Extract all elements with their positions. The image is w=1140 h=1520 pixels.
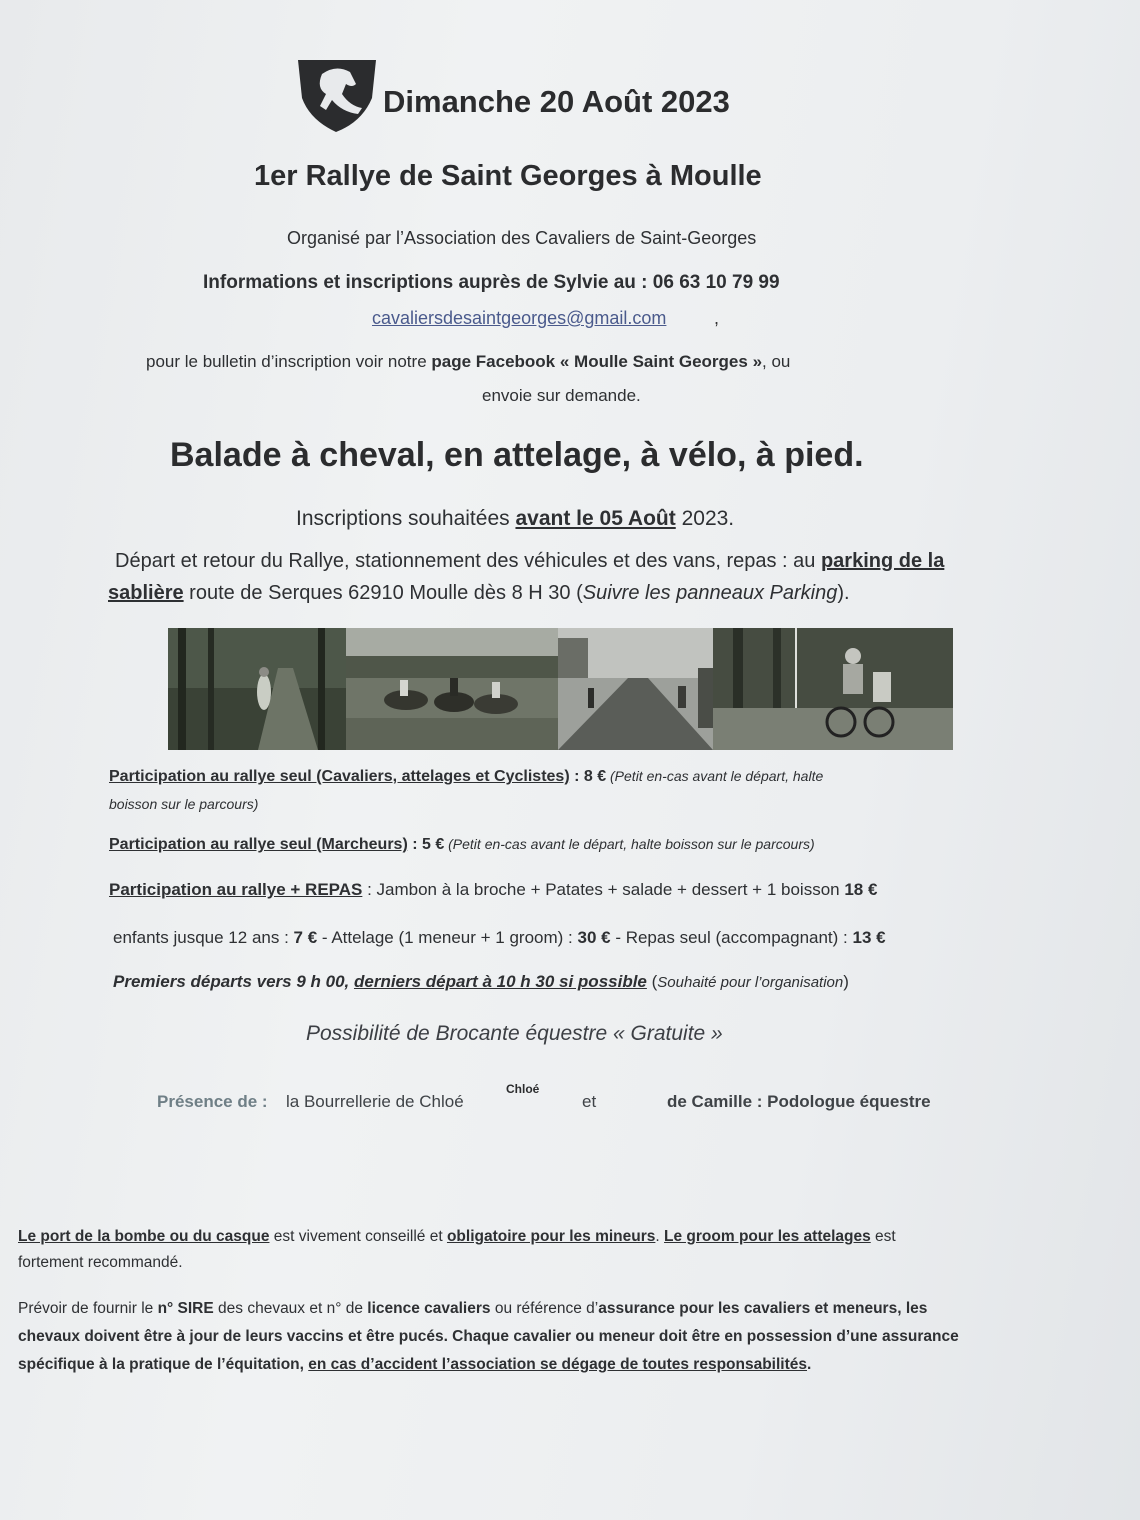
price-rallye-riders (109, 768, 823, 786)
facebook-line (146, 352, 790, 372)
docs-sire: n° SIRE (157, 1300, 214, 1317)
forest-path-photo (168, 628, 346, 750)
price-walkers-note: (Petit en-cas avant le départ, halte boisson sur le parcours) (444, 836, 815, 852)
riders-field-photo (346, 628, 558, 750)
price-walkers-label: Participation au rallye seul (Marcheurs) (109, 836, 408, 853)
docs-insurance-2: assurance (882, 1328, 959, 1345)
price-other (113, 928, 886, 948)
parking-signs-note: Suivre les panneaux Parking (582, 582, 838, 604)
helmet-text: est vivement conseillé et (269, 1228, 447, 1245)
docs-text-a: Prévoir de fournir le (18, 1300, 158, 1317)
first-departures: Premiers départs vers 9 h 00, (113, 972, 354, 991)
price-meal-value: 18 € (844, 880, 878, 899)
price-riders-value: : 8 € (569, 768, 607, 785)
registration-deadline (296, 507, 734, 531)
liability-disclaimer: en cas d’accident l’association se dégage de toutes responsabilités (308, 1356, 808, 1373)
price-attelage-value: 30 € (577, 928, 611, 947)
price-riders-label: Participation au rallye seul (Cavaliers, attelages et Cyclistes) (109, 768, 570, 785)
price-rallye-meal (109, 880, 877, 900)
price-meal-sep: : (362, 880, 377, 899)
departure-location-a: parking de la (820, 550, 945, 572)
deadline-year: 2023. (675, 507, 735, 530)
price-walkers-value: : 5 € (407, 836, 445, 853)
facebook-line-2: envoie sur demande. (482, 386, 641, 405)
groom-text: est (870, 1228, 896, 1245)
footer-docs-line-1 (18, 1300, 927, 1318)
price-riders-note-2: boisson sur le parcours) (109, 796, 259, 812)
price-riders-note: (Petit en-cas avant le départ, halte (606, 768, 824, 784)
departure-note: Souhaité pour l’organisation (657, 974, 844, 991)
departure-close: ). (837, 582, 850, 604)
footer-docs-line-3 (18, 1356, 811, 1374)
departure-line-2 (108, 582, 850, 605)
helmet-sep: . (655, 1228, 665, 1245)
facebook-text-c: , ou (762, 352, 791, 371)
price-attelage-label: - Attelage (1 meneur + 1 groom) : (317, 928, 578, 947)
docs-vaccines: chevaux doivent être à jour de leurs vaccins et être pucés. Chaque cavalier ou meneur doit être en possession d’une (18, 1328, 882, 1345)
price-meal-menu: Jambon à la broche + Patates + salade + dessert + 1 boisson (376, 880, 845, 899)
footer-docs-line-2 (18, 1328, 959, 1346)
event-title: 1er Rallye de Saint Georges à Moulle (254, 160, 762, 192)
deadline-date: avant le 05 Août (515, 507, 676, 530)
facebook-page-name: page Facebook « Moulle Saint Georges » (431, 352, 763, 371)
docs-end: . (807, 1356, 812, 1373)
helmet-notice: Le port de la bombe ou du casque (18, 1228, 270, 1245)
cyclists-photo (713, 628, 953, 750)
minors-mandatory: obligatoire pour les mineurs (446, 1228, 656, 1245)
departure-address: route de Serques 62910 Moulle dès 8 H 30 ( (183, 582, 583, 604)
price-children-value: 7 € (293, 928, 318, 947)
facebook-text-a: pour le bulletin d’inscription voir notre (146, 352, 432, 371)
departure-line-1 (115, 550, 944, 573)
presence-label: Présence de : (157, 1092, 268, 1111)
departure-location-b: sablière (108, 582, 184, 604)
brocante-notice: Possibilité de Brocante équestre « Gratuite » (306, 1022, 723, 1045)
price-meal-label: Participation au rallye + REPAS (109, 880, 363, 899)
presence-chloe: la Bourrellerie de Chloé (286, 1092, 464, 1111)
groom-notice: Le groom pour les attelages (664, 1228, 871, 1245)
price-meal-only-label: - Repas seul (accompagnant) : (610, 928, 853, 947)
price-rallye-walkers (109, 836, 815, 854)
departure-note-close: ) (843, 972, 849, 991)
departure-times (113, 972, 849, 992)
contact-email-link[interactable]: cavaliersdesaintgeorges@gmail.com (372, 308, 667, 328)
email-separator: , (714, 308, 720, 328)
docs-text-e: ou référence d’ (490, 1300, 599, 1317)
departure-text-a: Départ et retour du Rallye, stationnement des véhicules et des vans, repas : au (115, 550, 821, 572)
docs-licence: licence cavaliers (367, 1300, 491, 1317)
event-date: Dimanche 20 Août 2023 (383, 84, 730, 119)
contact-info: Informations et inscriptions auprès de Sylvie au : 06 63 10 79 99 (203, 272, 780, 293)
presence-camille: de Camille : Podologue équestre (667, 1092, 931, 1111)
road-attelage-photo (558, 628, 713, 750)
docs-insurance: assurance pour les cavaliers et meneurs, les (598, 1300, 928, 1317)
horse-shield-logo-icon (292, 54, 382, 134)
activities-heading: Balade à cheval, en attelage, à vélo, à pied. (170, 436, 864, 474)
footer-helmet-line (18, 1228, 896, 1246)
photo-strip (168, 628, 953, 750)
price-children-label: enfants jusque 12 ans : (113, 928, 294, 947)
presence-and: et (582, 1092, 597, 1111)
organizer-line: Organisé par l’Association des Cavaliers de Saint-Georges (287, 228, 757, 248)
departure-note-open: ( (646, 972, 658, 991)
last-departures: derniers départ à 10 h 30 si possible (353, 972, 647, 991)
chloe-logo: Chloé (506, 1082, 540, 1096)
deadline-text-a: Inscriptions souhaitées (296, 507, 516, 530)
docs-equitation: spécifique à la pratique de l’équitation, (18, 1356, 309, 1373)
price-meal-only-value: 13 € (852, 928, 886, 947)
footer-helmet-line-2: fortement recommandé. (18, 1254, 183, 1271)
docs-text-c: des chevaux et n° de (213, 1300, 368, 1317)
